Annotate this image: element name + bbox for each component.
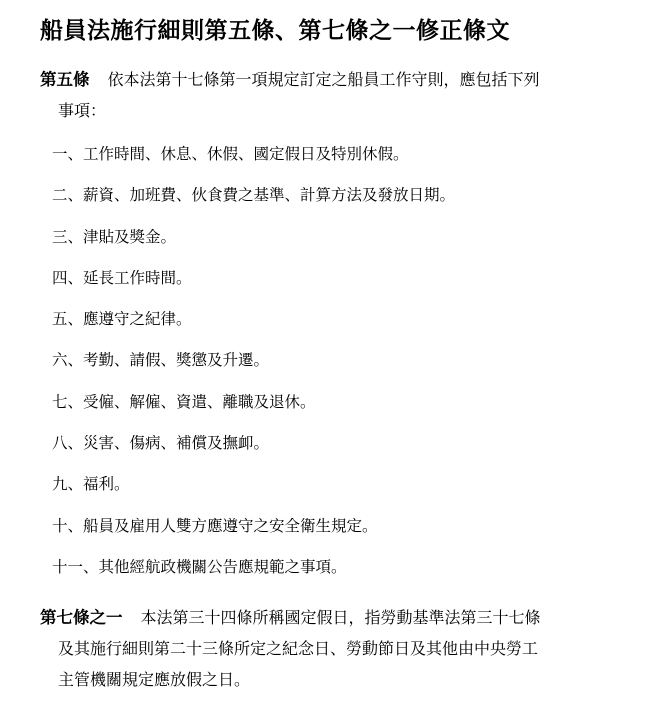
article-7-1-first-line — [40, 602, 541, 633]
list-item: 六、考勤、請假、獎懲及升遷。 — [52, 351, 270, 370]
list-item: 三、津貼及獎金。 — [52, 227, 177, 246]
article-5-text-line1: 依本法第十七條第一項規定訂定之船員工作守則，應包括下列 — [107, 70, 540, 89]
list-item: 十一、其他經航政機關公告應規範之事項。 — [52, 557, 347, 576]
list-item: 八、災害、傷病、補償及撫卹。 — [52, 434, 270, 453]
article-7-1-text-line2: 及其施行細則第二十三條所定之紀念日、勞動節日及其他由中央勞工 — [58, 639, 539, 658]
list-item: 四、延長工作時間。 — [52, 268, 192, 287]
article-5-first-line — [40, 64, 540, 95]
article-7-1-text-line3: 主管機關規定應放假之日。 — [58, 670, 251, 689]
article-5-item-list — [52, 138, 455, 592]
article-5 — [40, 64, 540, 126]
article-5-text-line2: 事項： — [58, 101, 107, 120]
list-item: 九、福利。 — [52, 475, 130, 494]
article-7-1-label: 第七條之一 — [40, 608, 123, 627]
article-7-1 — [40, 602, 541, 695]
document-title: 船員法施行細則第五條、第七條之一修正條文 — [40, 18, 510, 44]
article-5-label: 第五條 — [40, 70, 90, 89]
list-item: 二、薪資、加班費、伙食費之基準、計算方法及發放日期。 — [52, 186, 456, 205]
list-item: 一、工作時間、休息、休假、國定假日及特別休假。 — [52, 145, 409, 163]
list-item: 十、船員及雇用人雙方應遵守之安全衛生規定。 — [52, 516, 378, 535]
list-item: 五、應遵守之紀律。 — [52, 310, 192, 329]
article-7-1-text-line1: 本法第三十四條所稱國定假日，指勞動基準法第三十七條 — [140, 608, 541, 627]
list-item: 七、受僱、解僱、資遣、離職及退休。 — [52, 392, 316, 411]
